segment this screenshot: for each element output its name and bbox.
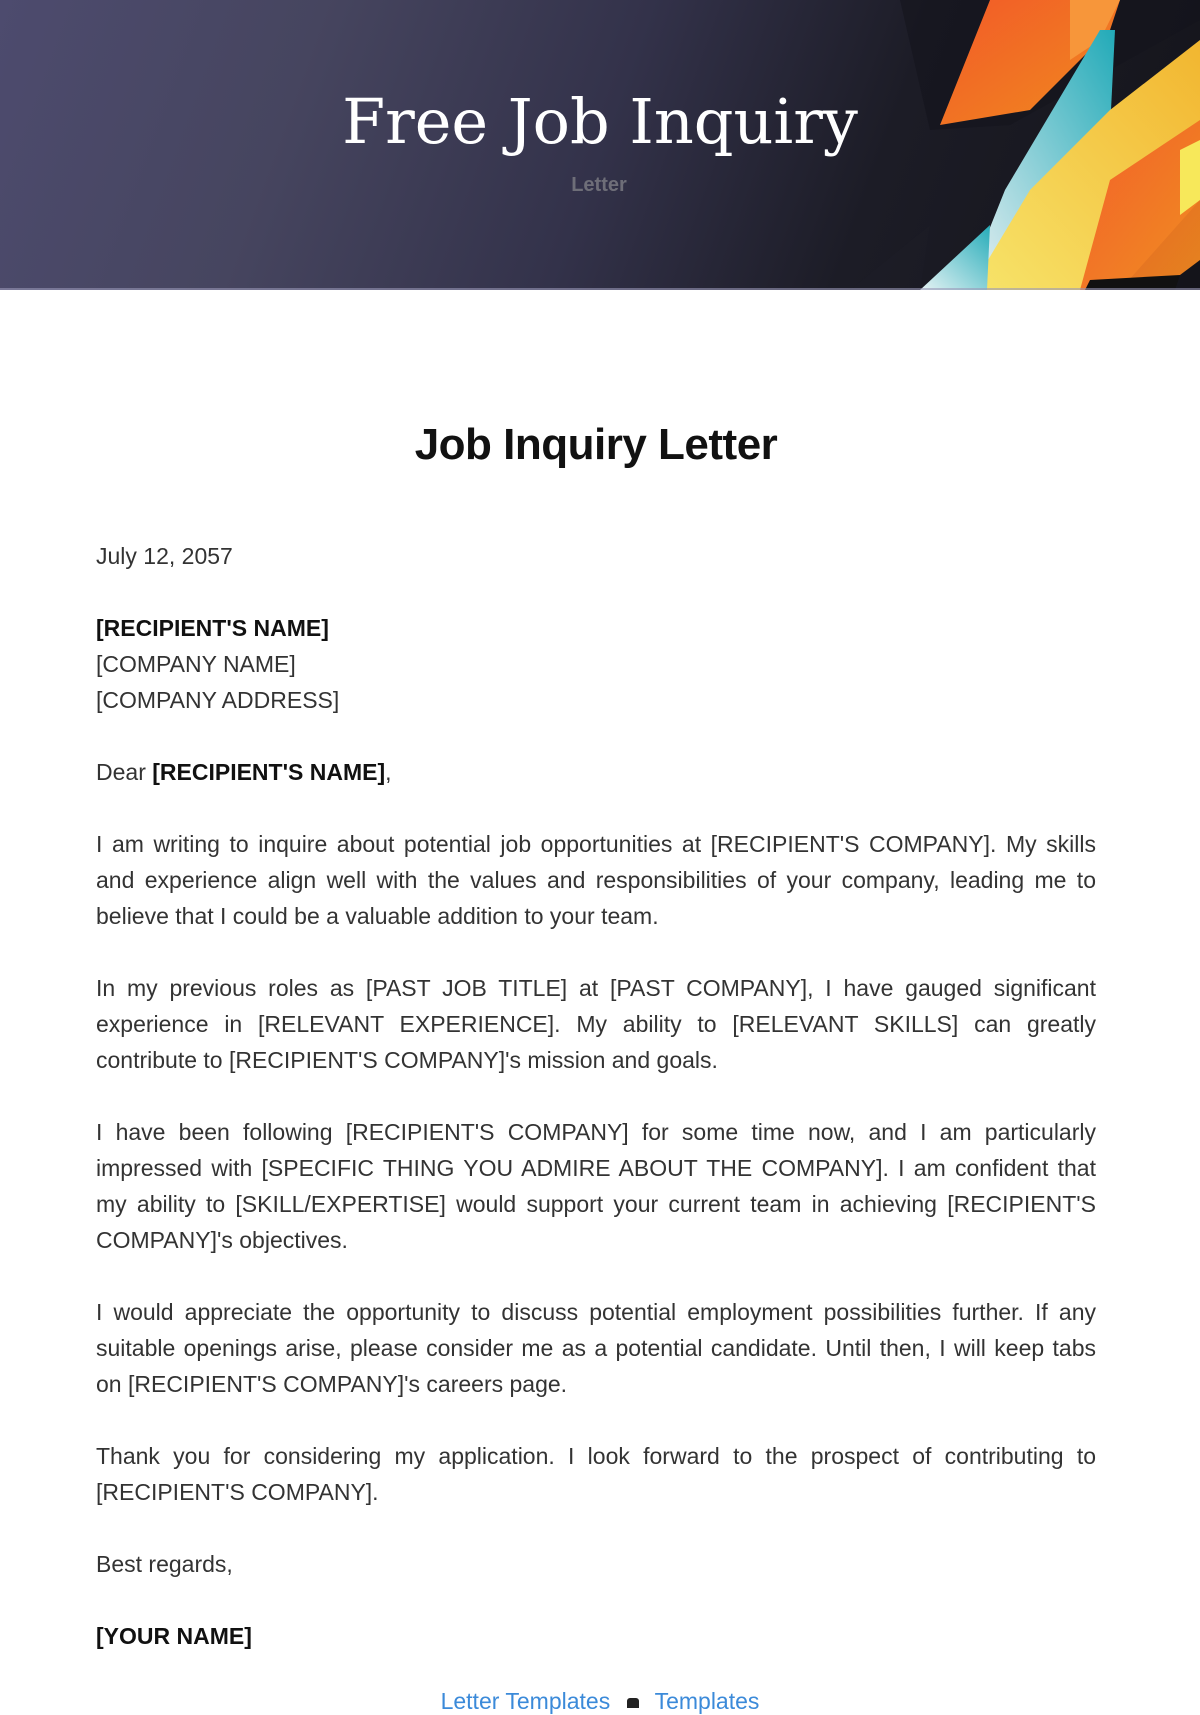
recipient-company: [COMPANY NAME]	[96, 651, 296, 677]
paragraph-2: In my previous roles as [PAST JOB TITLE] at [PAST COMPANY], I have gauged significant experience in [RELEVANT EXPERIENCE]. My ability to [RELEVANT SKILLS] can greatly contribute to [RECIPIENT'S COMPANY]'s mission and goals.	[96, 975, 1096, 1073]
banner-title: Free Job Inquiry	[342, 85, 858, 158]
salutation	[96, 754, 1096, 790]
letter-date: July 12, 2057	[96, 543, 233, 569]
paragraph-3: I have been following [RECIPIENT'S COMPANY] for some time now, and I am particularly impressed with [SPECIFIC THING YOU ADMIRE ABOUT THE COMPANY]. I am confident that my ability to [SKILL/EXPERTISE] would support your current team in achieving [RECIPIENT'S COMPANY]'s objectives.	[96, 1119, 1096, 1253]
recipient-block	[96, 610, 1096, 718]
link-letter-templates[interactable]: Letter Templates	[440, 1688, 611, 1714]
recipient-address: [COMPANY ADDRESS]	[96, 687, 340, 713]
paragraph-5: Thank you for considering my application. I look forward to the prospect of contributing to [RECIPIENT'S COMPANY].	[96, 1443, 1096, 1505]
footer-breadcrumb	[0, 1688, 1200, 1715]
recipient-name: [RECIPIENT'S NAME]	[96, 615, 329, 641]
document-title: Job Inquiry Letter	[414, 420, 778, 469]
banner-divider	[0, 288, 1200, 290]
link-templates[interactable]: Templates	[654, 1688, 760, 1714]
header-banner	[0, 0, 1200, 290]
salutation-suffix: ,	[385, 759, 392, 785]
closing: Best regards,	[96, 1551, 233, 1577]
signature: [YOUR NAME]	[96, 1623, 252, 1649]
paragraph-4: I would appreciate the opportunity to discuss potential employment possibilities further. If any suitable openings arise, please consider me as a potential candidate. Until then, I will keep tabs on [RECIPIENT'S COMPANY]'s careers page.	[96, 1299, 1096, 1397]
salutation-name: [RECIPIENT'S NAME]	[152, 759, 386, 785]
paragraph-1: I am writing to inquire about potential job opportunities at [RECIPIENT'S COMPANY]. My skills and experience align well with the values and responsibilities of your company, leading me to believe that I could be a valuable addition to your team.	[96, 831, 1096, 929]
separator-icon	[627, 1698, 639, 1708]
salutation-prefix: Dear	[96, 759, 153, 785]
banner-subtitle: Letter	[571, 174, 627, 196]
